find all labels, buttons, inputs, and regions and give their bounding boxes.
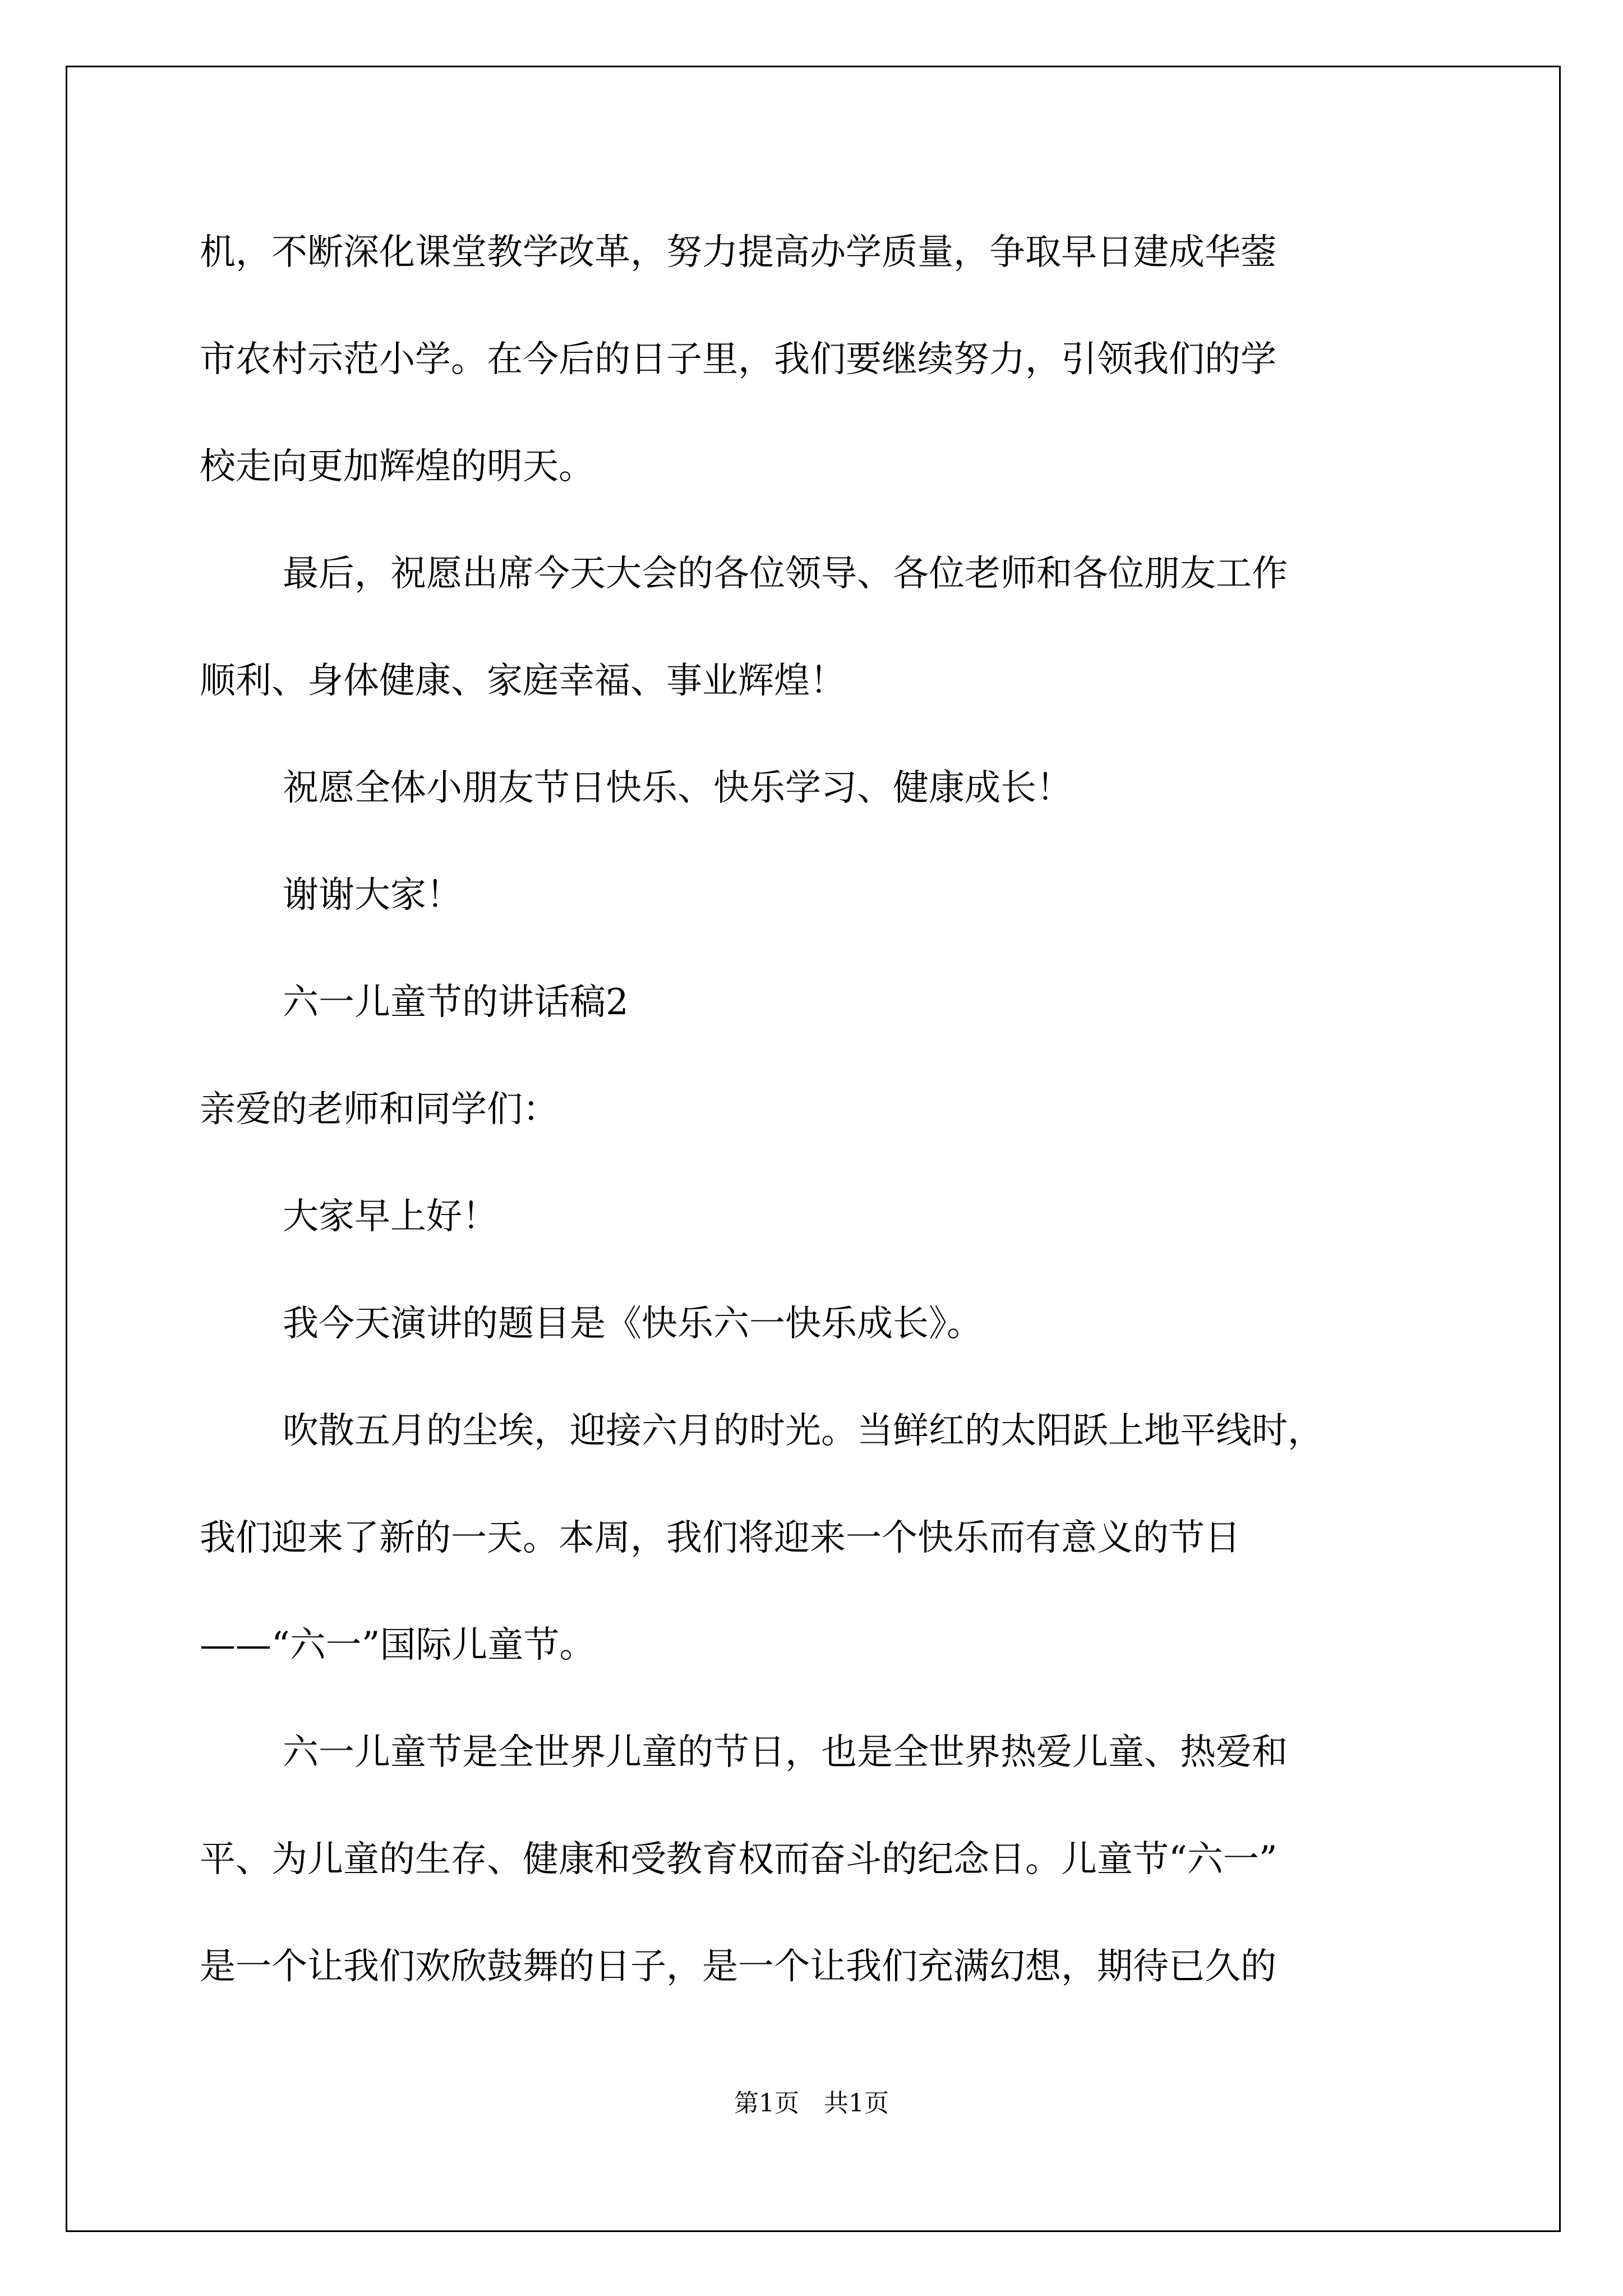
text-line: 平、为儿童的生存、健康和受教育权而奋斗的纪念日。儿童节“六一” (200, 1839, 1278, 1880)
text-line: 大家早上好！ (283, 1196, 498, 1237)
text-line: 顺利、身体健康、家庭幸福、事业辉煌！ (200, 660, 846, 702)
text-line: ——“六一”国际儿童节。 (200, 1625, 596, 1666)
text-line: 我今天演讲的题目是《快乐六一快乐成长》。 (283, 1303, 983, 1345)
text-line: 吹散五月的尘埃，迎接六月的时光。当鲜红的太阳跃上地平线时， (283, 1410, 1324, 1452)
text-line: 祝愿全体小朋友节日快乐、快乐学习、健康成长！ (283, 767, 1072, 809)
text-line: 市农村示范小学。在今后的日子里，我们要继续努力，引领我们的学 (200, 339, 1276, 380)
text-line: 我们迎来了新的一天。本周，我们将迎来一个快乐而有意义的节日 (200, 1517, 1241, 1559)
text-line: 最后，祝愿出席今天大会的各位领导、各位老师和各位朋友工作 (283, 553, 1288, 595)
text-line: 谢谢大家！ (283, 875, 462, 916)
text-line: 六一儿童节是全世界儿童的节日，也是全世界热爱儿童、热爱和 (283, 1732, 1288, 1773)
page-frame (66, 66, 1561, 2232)
text-line: 校走向更加辉煌的明天。 (200, 446, 594, 487)
section-heading: 六一儿童节的讲话稿2 (283, 982, 629, 1023)
page-number-footer: 第1页 共1页 (734, 2089, 889, 2118)
text-line: 是一个让我们欢欣鼓舞的日子，是一个让我们充满幻想，期待已久的 (200, 1946, 1276, 1987)
text-line: 机，不断深化课堂教学改革，努力提高办学质量，争取早日建成华蓥 (200, 232, 1276, 273)
salutation: 亲爱的老师和同学们： (200, 1089, 559, 1130)
